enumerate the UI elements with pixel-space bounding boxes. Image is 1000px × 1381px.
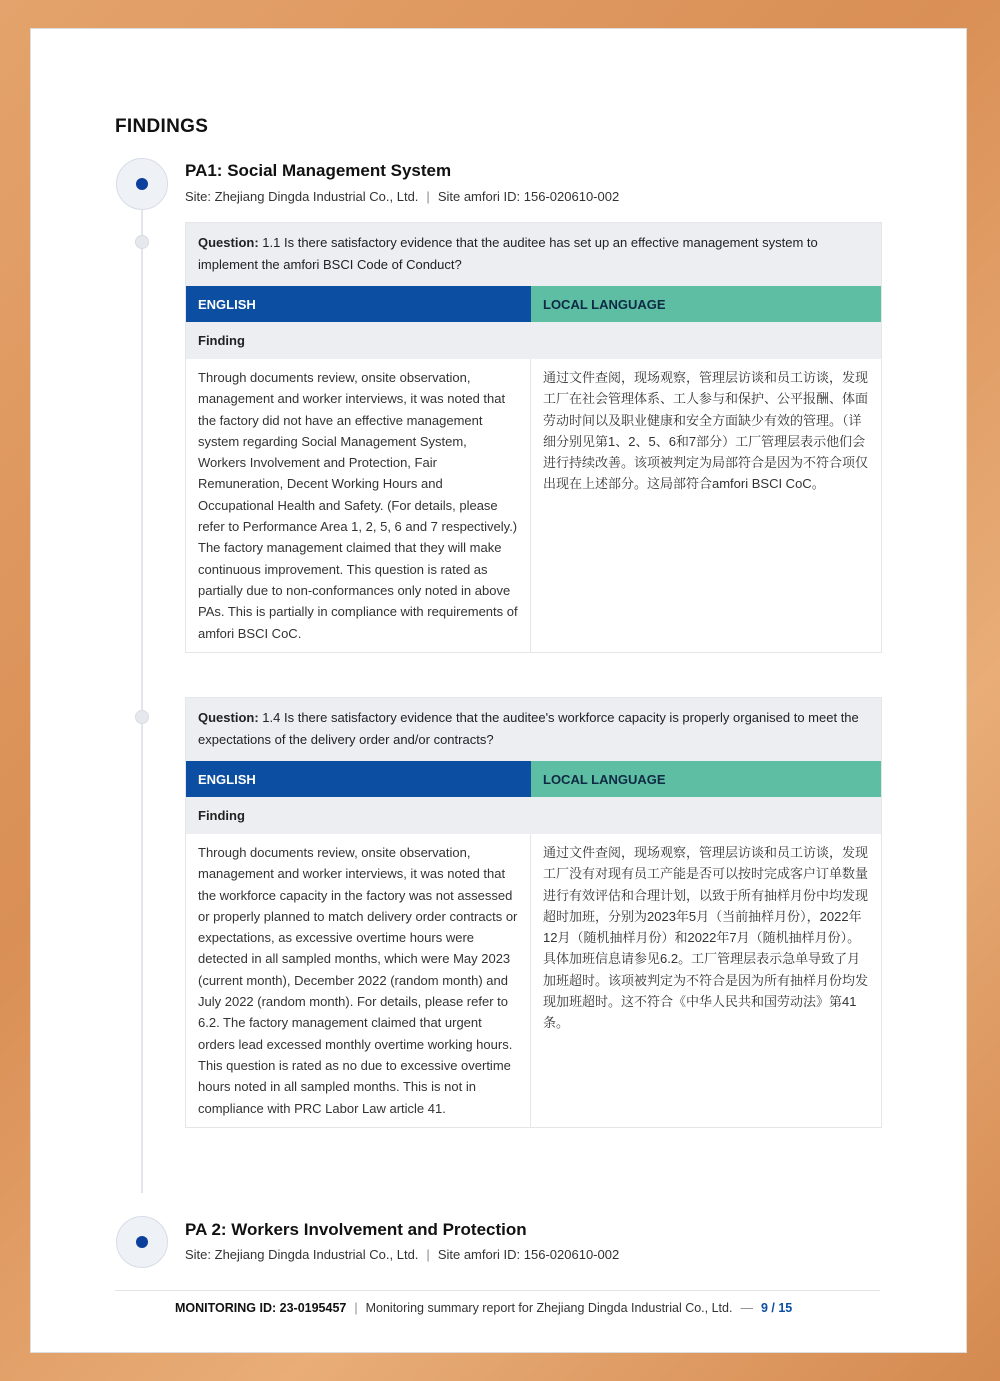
finding-english-text: Through documents review, onsite observation, management and worker interviews, it was noted that the workforce capacity in the factory was not assessed or properly planned to match delivery order contracts or expectations, as excessive overtime hours were detected in all sampled months, which were May 2023 (current month), December 2022 (random month) and July 2022 (random month). For details, please refer to 6.2. The factory management claimed that urgent orders lead excessed monthly overtime working hours. This question is rated as no due to excessive overtime hours noted in all sampled months. This is not in compliance with PRC Labor Law article 41. — [186, 834, 531, 1127]
local-language-header: LOCAL LANGUAGE — [531, 286, 881, 322]
question-1-1-marker-icon — [135, 235, 149, 249]
pa1-title: PA1: Social Management System — [185, 161, 452, 180]
question-1-1-label: Question: — [198, 235, 259, 250]
pa2-site-line — [185, 1247, 619, 1262]
findings-heading: FINDINGS — [115, 116, 209, 137]
question-1-4 — [186, 698, 881, 761]
english-header: ENGLISH — [186, 286, 531, 322]
question-1-4-label: Question: — [198, 710, 259, 725]
footer-summary: Monitoring summary report for Zhejiang Dingda Industrial Co., Ltd. — [365, 1301, 733, 1315]
question-1-4-text: 1.4 Is there satisfactory evidence that the auditee's workforce capacity is properly organised to meet the expectations of the delivery order and/or contracts? — [198, 710, 859, 747]
question-1-4-marker-icon — [135, 710, 149, 724]
footer-dash: — — [740, 1301, 753, 1315]
finding-content-row — [186, 834, 881, 1127]
pa1-site-separator: | — [426, 189, 430, 204]
document-page — [30, 28, 967, 1353]
pa1-site-line — [185, 189, 619, 204]
pa2-site-name: Site: Zhejiang Dingda Industrial Co., Ltd. — [185, 1247, 419, 1262]
language-header-row — [186, 286, 881, 322]
question-1-1-text: 1.1 Is there satisfactory evidence that the auditee has set up an effective management system to implement the amfori BSCI Code of Conduct? — [198, 235, 818, 272]
question-1-1 — [186, 223, 881, 286]
page-footer — [175, 1301, 880, 1315]
pa2-marker-dot — [136, 1236, 148, 1248]
pa1-marker-dot — [136, 178, 148, 190]
language-header-row — [186, 761, 881, 797]
question-block-1-4 — [185, 697, 882, 1128]
monitoring-id: MONITORING ID: 23-0195457 — [175, 1301, 347, 1315]
finding-label: Finding — [186, 322, 881, 359]
pa1-site-id: Site amfori ID: 156-020610-002 — [437, 189, 620, 204]
finding-local-text: 通过文件查阅，现场观察，管理层访谈和员工访谈，发现工厂在社会管理体系、工人参与和保护、公平报酬、体面劳动时间以及职业健康和安全方面缺少有效的管理。（详细分别见第1、2、5、6和7部分）工厂管理层表示他们会进行持续改善。该项被判定为局部符合是因为不符合项仅出现在上述部分。这局部符合amfori BSCI CoC。 — [543, 370, 869, 492]
pa2-site-separator: | — [426, 1247, 430, 1262]
finding-content-row — [186, 359, 881, 652]
pa1-site-name: Site: Zhejiang Dingda Industrial Co., Ltd. — [185, 189, 419, 204]
pa2-site-id: Site amfori ID: 156-020610-002 — [437, 1247, 620, 1262]
footer-separator: | — [354, 1301, 358, 1315]
timeline-line — [141, 208, 143, 1193]
finding-local-text: 通过文件查阅，现场观察，管理层访谈和员工访谈，发现工厂没有对现有员工产能是否可以按时完成客户订单数量进行有效评估和合理计划，以致于所有抽样月份中均发现超时加班，分别为2023年5月（当前抽样月份），2022年12月（随机抽样月份）和2022年7月（随机抽样月份）。具体加班信息请参见6.2。工厂管理层表示急单导致了月加班超时。该项被判定为不符合是因为所有抽样月份均发现加班超时。这不符合《中华人民共和国劳动法》第41条。 — [543, 845, 869, 1031]
finding-label: Finding — [186, 797, 881, 834]
footer-divider — [115, 1290, 880, 1291]
local-language-header: LOCAL LANGUAGE — [531, 761, 881, 797]
pa2-title: PA 2: Workers Involvement and Protection — [185, 1220, 527, 1239]
pa2-marker-icon — [116, 1216, 168, 1268]
finding-english-text: Through documents review, onsite observation, management and worker interviews, it was noted that the factory did not have an effective management system regarding Social Management System, Workers Involvement and Protection, Fair Remuneration, Decent Working Hours and Occupational Health and Safety. (For details, please refer to Performance Area 1, 2, 5, 6 and 7 respectively.) The factory management claimed that they will make continuous improvement. This question is rated as partially due to non-conformances only noted in above PAs. This is partially in compliance with requirements of amfori BSCI CoC. — [186, 359, 531, 652]
question-block-1-1 — [185, 222, 882, 653]
pa1-marker-icon — [116, 158, 168, 210]
english-header: ENGLISH — [186, 761, 531, 797]
page-number: 9 / 15 — [760, 1301, 793, 1315]
